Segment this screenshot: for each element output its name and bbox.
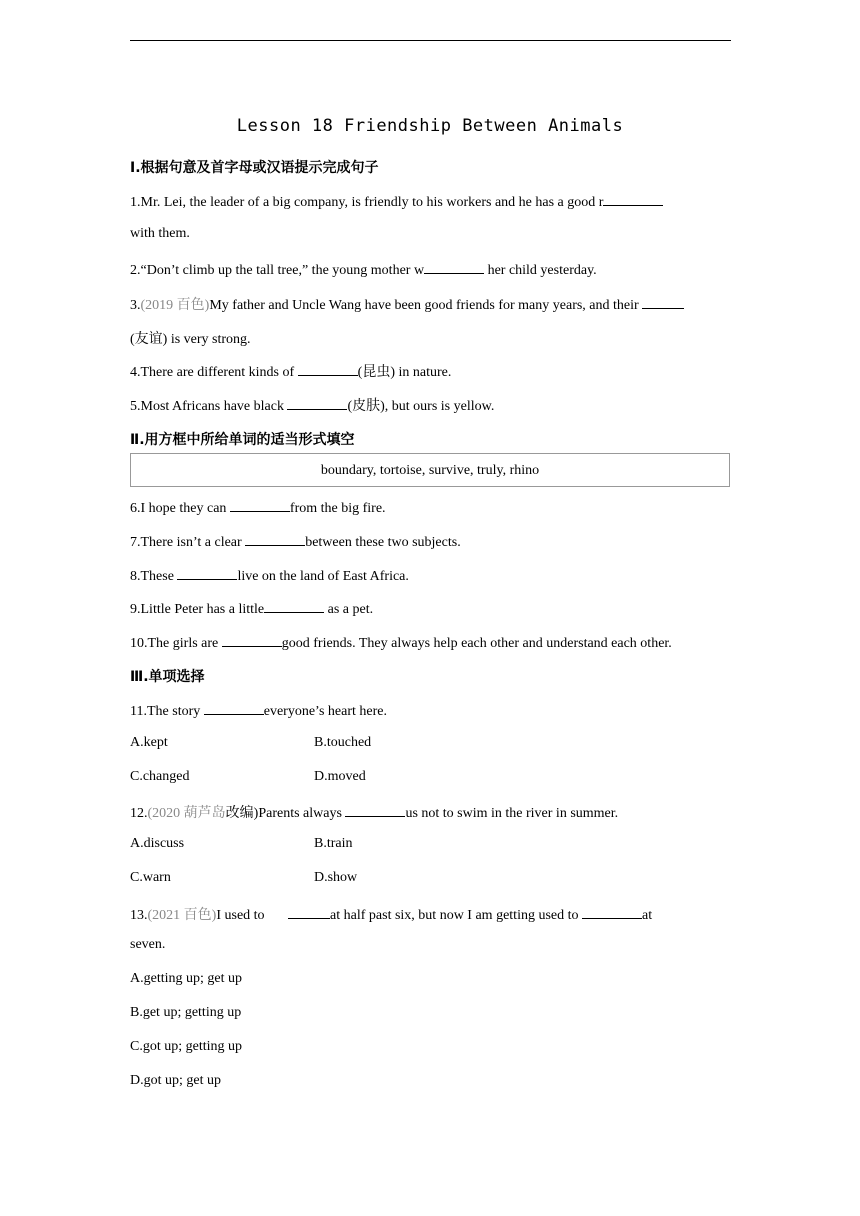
question-text-end: everyone’s heart here. xyxy=(263,704,387,719)
question-2 xyxy=(130,260,597,279)
question-text: I used to xyxy=(216,908,269,923)
answer-blank[interactable] xyxy=(345,803,405,817)
word-box: boundary, tortoise, survive, truly, rhino xyxy=(130,453,730,487)
question-text-end: (皮肤), but ours is yellow. xyxy=(347,399,495,414)
option-a[interactable]: A.discuss xyxy=(130,836,185,851)
question-number: 3. xyxy=(130,298,141,313)
question-text-end: as a pet. xyxy=(324,602,374,617)
question-13 xyxy=(130,904,652,924)
answer-blank[interactable] xyxy=(222,633,282,647)
question-11 xyxy=(130,701,387,720)
question-text: 6.I hope they can xyxy=(130,501,230,516)
page-title: Lesson 18 Friendship Between Animals xyxy=(236,116,624,136)
question-text-end: good friends. They always help each other and understand each other. xyxy=(281,636,672,651)
question-text-end: at xyxy=(642,908,653,923)
question-text: 1.Mr. Lei, the leader of a big company, is friendly to his workers and he has a good r xyxy=(130,195,604,210)
question-text: 7.There isn’t a clear xyxy=(130,535,246,550)
question-number: 12. xyxy=(130,806,148,821)
question-3-cont: (友谊) is very strong. xyxy=(130,332,251,347)
question-text-end: live on the land of East Africa. xyxy=(237,569,409,584)
option-c[interactable]: C.got up; getting up xyxy=(130,1039,242,1054)
option-b[interactable]: B.touched xyxy=(314,735,372,750)
answer-blank[interactable] xyxy=(204,701,264,715)
question-text: Parents always xyxy=(258,806,346,821)
option-a[interactable]: A.kept xyxy=(130,735,168,750)
option-b[interactable]: B.train xyxy=(314,836,353,851)
answer-blank[interactable] xyxy=(177,566,237,580)
option-d[interactable]: D.show xyxy=(314,870,358,885)
answer-blank[interactable] xyxy=(264,599,324,613)
question-1-cont: with them. xyxy=(130,226,190,241)
question-text: 9.Little Peter has a little xyxy=(130,602,265,617)
question-6 xyxy=(130,498,386,517)
question-4 xyxy=(130,361,451,381)
option-a[interactable]: A.getting up; get up xyxy=(130,971,242,986)
answer-blank[interactable] xyxy=(230,498,290,512)
question-text-end: between these two subjects. xyxy=(305,535,461,550)
question-text-end: her child yesterday. xyxy=(484,263,597,278)
question-text: My father and Uncle Wang have been good friends for many years, and their xyxy=(209,298,643,313)
answer-blank[interactable] xyxy=(424,260,484,274)
option-c[interactable]: C.warn xyxy=(130,870,171,885)
header-rule xyxy=(130,40,731,41)
source-tag: (2019 百色) xyxy=(140,298,210,313)
answer-blank[interactable] xyxy=(245,532,305,546)
question-text: 10.The girls are xyxy=(130,636,222,651)
option-c[interactable]: C.changed xyxy=(130,769,190,784)
question-text: 4.There are different kinds of xyxy=(130,365,298,380)
question-text: 5.Most Africans have black xyxy=(130,399,288,414)
question-8 xyxy=(130,566,409,585)
question-1 xyxy=(130,192,663,211)
section-3-heading: Ⅲ.单项选择 xyxy=(130,669,205,685)
question-text-end: (昆虫) in nature. xyxy=(357,365,452,380)
question-3 xyxy=(130,294,684,314)
question-text-end: from the big fire. xyxy=(289,501,386,516)
question-text: 11.The story xyxy=(130,704,204,719)
question-9 xyxy=(130,599,373,618)
question-5 xyxy=(130,395,494,415)
option-d[interactable]: D.got up; get up xyxy=(130,1073,221,1088)
question-13-cont: seven. xyxy=(130,937,166,952)
question-7 xyxy=(130,532,461,551)
question-text-end: us not to swim in the river in summer. xyxy=(405,806,619,821)
answer-blank[interactable] xyxy=(287,396,347,410)
section-2-heading: Ⅱ.用方框中所给单词的适当形式填空 xyxy=(130,432,355,448)
answer-blank[interactable] xyxy=(298,362,358,376)
source-tag-note: 改编) xyxy=(225,806,259,821)
question-text: 8.These xyxy=(130,569,178,584)
answer-blank[interactable] xyxy=(288,905,330,919)
answer-blank[interactable] xyxy=(582,905,642,919)
source-tag: (2021 百色) xyxy=(147,908,217,923)
question-12 xyxy=(130,802,618,822)
question-number: 13. xyxy=(130,908,148,923)
answer-blank[interactable] xyxy=(603,192,663,206)
option-b[interactable]: B.get up; getting up xyxy=(130,1005,242,1020)
answer-blank[interactable] xyxy=(642,295,684,309)
question-text-mid: at half past six, but now I am getting used to xyxy=(330,908,583,923)
question-text: 2.“Don’t climb up the tall tree,” the young mother w xyxy=(130,263,425,278)
question-10 xyxy=(130,633,672,652)
option-d[interactable]: D.moved xyxy=(314,769,366,784)
source-tag: (2020 葫芦岛 xyxy=(147,806,226,821)
section-1-heading: Ⅰ.根据句意及首字母或汉语提示完成句子 xyxy=(130,160,379,176)
